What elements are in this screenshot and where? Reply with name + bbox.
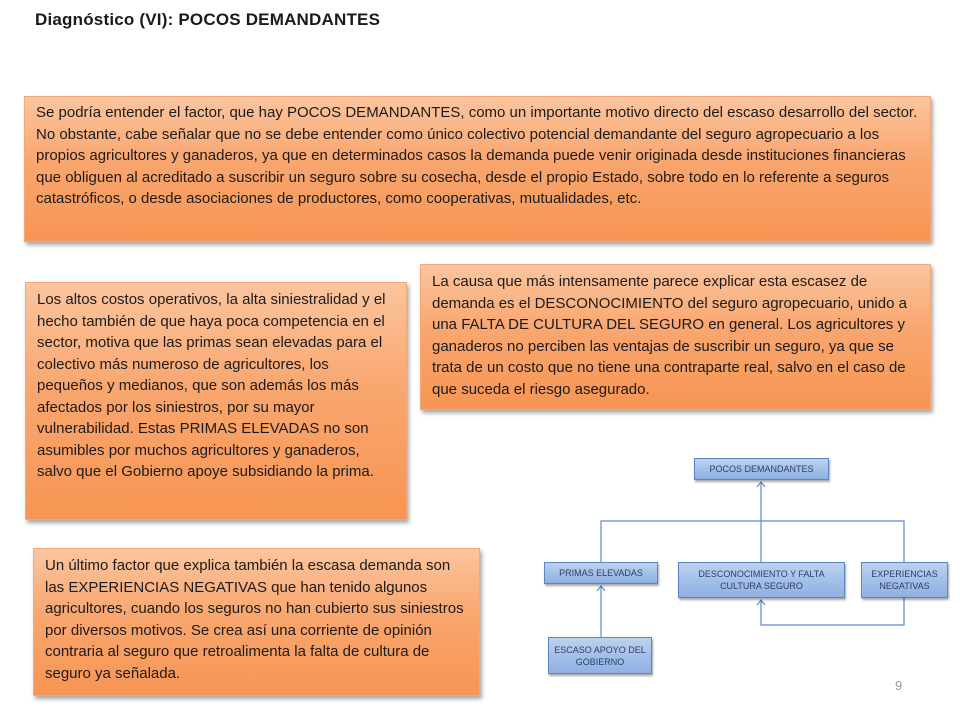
- connector-experiencias-to-root: [761, 521, 904, 562]
- node-pocos-demandantes: POCOS DEMANDANTES: [694, 458, 829, 480]
- costs-text-box: Los altos costos operativos, la alta siniestralidad y el hecho también de que haya poca competencia en el sector, motiva que las primas sean elevadas para el colectivo más numeroso de agricultores, los pequeños y medianos, que son además los más afectados por los siniestros, por su mayor vulnerabilidad. Estas PRIMAS ELEVADAS no son asumibles por muchos agricultores y ganaderos, salvo que el Gobierno apoye subsidiando la prima.: [25, 282, 407, 520]
- node-experiencias-negativas: EXPERIENCIAS NEGATIVAS: [861, 562, 948, 598]
- node-escaso-apoyo: ESCASO APOYO DEL GOBIERNO: [548, 637, 652, 674]
- page-title: Diagnóstico (VI): POCOS DEMANDANTES: [35, 10, 381, 29]
- page-number: 9: [895, 678, 903, 693]
- connector-experiencias-to-desc: [761, 598, 904, 625]
- node-desconocimiento: DESCONOCIMIENTO Y FALTA CULTURA SEGURO: [678, 562, 845, 598]
- cause-text-box: La causa que más intensamente parece explicar esta escasez de demanda es el DESCONOCIMIENTO del seguro agropecuario, unido a una FALTA DE CULTURA DEL SEGURO en general. Los agricultores y ganaderos no perciben las ventajas de suscribir un seguro, ya que se trata de un costo que no tiene una contraparte real, salvo en el caso de que suceda el riesgo asegurado.: [420, 264, 931, 410]
- experiences-text-box: Un último factor que explica también la escasa demanda son las EXPERIENCIAS NEGATIVAS que han tenido algunos agricultores, cuando los seguros no han cubierto sus siniestros por diversos motivos. Se crea así una corriente de opinión contraria al seguro que retroalimenta la falta de cultura de seguro ya señalada.: [33, 548, 480, 696]
- intro-text-box: Se podría entender el factor, que hay POCOS DEMANDANTES, como un importante motivo directo del escaso desarrollo del sector. No obstante, cabe señalar que no se debe entender como único colectivo potencial demandante del seguro agropecuario a los propios agricultores y ganaderos, ya que en determinados casos la demanda puede venir originada desde instituciones financieras que obliguen al acreditado a suscribir un seguro sobre su cosecha, desde el propio Estado, sobre todo en lo referente a seguros catastróficos, o desde asociaciones de productores, como cooperativas, mutualidades, etc.: [24, 96, 931, 242]
- node-primas-elevadas: PRIMAS ELEVADAS: [544, 562, 658, 584]
- connector-primas-to-root: [601, 521, 761, 562]
